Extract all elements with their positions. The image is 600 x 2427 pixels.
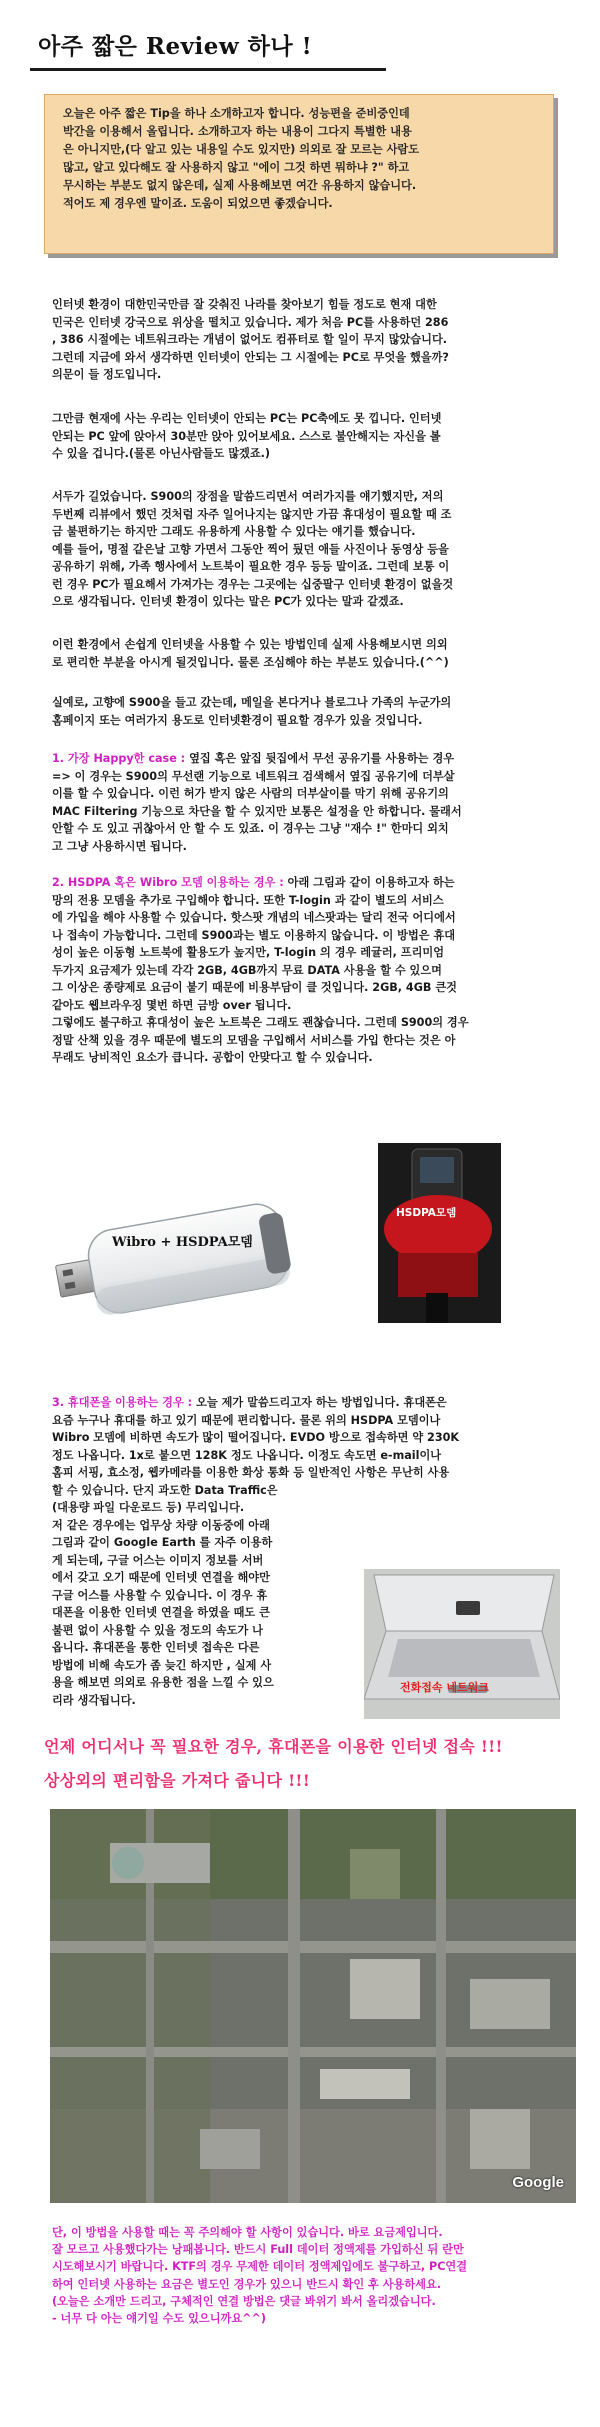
text-line: 성이 높은 이동형 노트북에 활용도가 높지만, T-login 의 경우 레귤러, 프리미엄 [52, 946, 445, 959]
text-line: (오늘은 소개만 드리고, 구체적인 연결 방법은 댓글 봐위기 봐서 올리겠습니다. [52, 2294, 436, 2308]
text-line: 그렇에도 불구하고 휴대성이 높은 노트북은 그래도 괜찮습니다. 그런데 S900의 경우 [52, 1016, 469, 1029]
paragraph-no-internet [52, 410, 558, 463]
modem-caption: HSDPA모뎀 [396, 1207, 457, 1219]
google-earth-aerial-image [50, 1809, 576, 2203]
intro-line: 박간을 이용해서 올립니다. 소개하고자 하는 내용이 그다지 특별한 내용 [63, 125, 412, 138]
text-line: 망의 전용 모뎀을 추가로 구입해야 합니다. 또한 T-login 과 같이 별도의 서비스 [52, 893, 444, 907]
intro-line: 많고, 알고 있다해도 잘 사용하지 않고 "에이 그것 하면 뭐하냐 ?" 하고 [63, 161, 410, 174]
intro-text [63, 105, 535, 213]
google-logo: Google [512, 2174, 564, 2191]
page-title: 아주 짧은 Review 하나 ! [38, 33, 313, 60]
text-line: 게 되는데, 구글 어스는 이미지 정보를 서버 [52, 1553, 264, 1567]
case-2-section [52, 874, 558, 1067]
text-line: 방법에 비해 속도가 좀 늦긴 하지만 , 실제 사 [52, 1658, 272, 1672]
text-line [52, 1394, 558, 1412]
case-2-heading: 2. HSDPA 혹은 Wibro 모뎀 이용하는 경우 : [52, 876, 284, 889]
title-underline [30, 68, 386, 71]
intro-line: 은 아니지만,(다 알고 있는 내용일 수도 있지만) 의외로 잘 모르는 사람도 [63, 143, 420, 156]
intro-line: 오늘은 아주 짧은 Tip을 하나 소개하고자 합니다. 성능편을 준비중인데 [63, 107, 410, 120]
text-line: 인터넷 환경이 대한민국만큼 잘 갖춰진 나라를 찾아보기 힘들 정도로 현재 대한 [52, 298, 437, 311]
footer-note [52, 2224, 564, 2327]
text-line: 두가지 요금제가 있는데 각각 2GB, 4GB까지 무료 DATA 사용을 할 수 있으며 [52, 963, 442, 977]
text-line: 단, 이 방법을 사용할 때는 꼭 주의해야 할 사항이 있습니다. 바로 요금제입니다. [52, 2226, 443, 2239]
laptop-caption: 전화접속 네트워크 [400, 1681, 489, 1694]
text-line: - 너무 다 아는 얘기일 수도 있으니까요^^) [52, 2312, 266, 2326]
text-line: 구글 어스를 사용할 수 있습니다. 이 경우 휴 [52, 1588, 268, 1602]
text-line: MAC Filtering 기능으로 차단을 할 수 있지만 보통은 설정을 안 하합니다. 물래서 [52, 804, 462, 818]
text-line: 수 있을 겁니다.(물론 아닌사람들도 많겠죠.) [52, 447, 271, 460]
text-line: 잘 모르고 사용했다가는 낭패봅니다. 반드시 Full 데이터 정액제를 가입하신 뒤 란만 [52, 2243, 464, 2257]
text-line: 하여 인터넷 사용하는 요금은 별도인 경우가 있으니 반드시 확인 후 사용하세요. [52, 2277, 442, 2291]
text-line: 두번째 리뷰에서 했던 것처럼 자주 일어나지는 않지만 가끔 휴대성이 필요할 때 조 [52, 507, 452, 521]
text-line: 고 그냥 사용하시면 됩니다. [52, 839, 187, 853]
text-line: 리라 생각됩니다. [52, 1693, 136, 1707]
intro-line: 적어도 제 경우엔 말이죠. 도움이 되었으면 좋겠습니다. [63, 197, 333, 210]
text-line: 런 경우 PC가 필요해서 가져가는 경우는 그곳에는 십중팔구 인터넷 환경이 없을것 [52, 577, 454, 591]
text-line: => 이 경우는 S900의 무선랜 기능으로 네트워크 검색해서 옆집 공유기에 더부살 [52, 769, 455, 783]
intro-line: 무시하는 부분도 없지 않은데, 실제 사용해보면 여간 유용하지 않습니다. [63, 179, 417, 192]
modem-device-illustration [378, 1143, 501, 1323]
text-line: 그만큼 현재에 사는 우리는 인터넷이 안되는 PC는 PC축에도 못 낍니다. 인터넷 [52, 412, 442, 425]
text-line: Wibro 모뎀에 비하면 속도가 많이 떨어집니다. EVDO 방으로 접속하면 약 230K [52, 1431, 460, 1444]
text-line: 안할 수 도 있고 귀찮아서 안 할 수 도 있죠. 이 경우는 그냥 "재수 !" 한마디 외치 [52, 822, 449, 835]
text-line: 요즘 누구나 휴대를 하고 있기 때문에 편리합니다. 물론 위의 HSDPA 모뎀이나 [52, 1413, 441, 1427]
text-line: 이를 할 수 있습니다. 이런 허가 받지 않은 사람의 더부살이를 막기 위해 공유기의 [52, 787, 449, 800]
case-3-wrapped-text [52, 1499, 352, 1709]
text-line: 옵니다. 휴대폰을 통한 인터넷 접속은 다른 [52, 1641, 260, 1654]
laptop-phone-photo [364, 1569, 560, 1719]
text-line: 금 불편하기는 하지만 그래도 유용하게 사용할 수 있다는 얘기를 했습니다. [52, 525, 416, 538]
case-3-section [52, 1394, 558, 1499]
text-line: 홈피 서핑, 효소정, 웹카메라를 이용한 화상 통화 등 일반적인 사항은 무난히 사용 [52, 1466, 450, 1479]
text-line: 예를 들어, 명절 같은날 고향 가면서 그동안 찍어 뒀던 애들 사진이나 동영상 등을 [52, 542, 449, 556]
case-3-first-line: 오늘 제가 말씀드리고자 하는 방법입니다. 휴대폰은 [192, 1396, 447, 1409]
text-line: 서두가 길었습니다. S900의 장점을 말씀드리면서 여러가지를 얘기했지만, 저의 [52, 490, 444, 503]
text-line [52, 874, 558, 892]
case-3-heading: 3. 휴대폰을 이용하는 경우 : [52, 1396, 193, 1409]
text-line: 무래도 낭비적인 요소가 큽니다. 공합이 안맞다고 할 수 있습니다. [52, 1051, 373, 1064]
aerial-map-illustration [50, 1809, 576, 2203]
text-line: , 386 시절에는 네트워크라는 개념이 없어도 컴퓨터로 할 일이 무지 많았습니다. [52, 333, 448, 346]
text-line: 정도 나옵니다. 1x로 붙으면 128K 정도 나옵니다. 이정도 속도면 e-mail이나 [52, 1448, 442, 1462]
text-line: 그림과 같이 Google Earth 를 자주 이용하 [52, 1536, 273, 1549]
text-line: 에 가입을 해야 사용할 수 있습니다. 핫스팟 개념의 네스팟과는 달리 전국 어디에서 [52, 911, 456, 924]
text-line: 시도해보시기 바랍니다. KTF의 경우 무제한 데이터 정액제입에도 불구하고, PC연결 [52, 2260, 468, 2274]
text-line: 에서 갖고 오기 때문에 인터넷 연결을 해야만 [52, 1571, 270, 1584]
text-line: 의문이 들 정도입니다. [52, 368, 162, 381]
hsdpa-modem-photo [378, 1143, 501, 1323]
case-1-heading: 1. 가장 Happy한 case : [52, 752, 186, 765]
paragraph-internet-korea [52, 296, 558, 384]
text-line: 로 편리한 부분을 아시게 될것입니다. 물론 조심해야 하는 부분도 있습니다.(^^) [52, 655, 449, 669]
text-line: 용을 해보면 의외로 유용한 점을 느낄 수 있으 [52, 1676, 274, 1689]
text-line: 불편 없이 사용할 수 있을 정도의 속도가 나 [52, 1623, 263, 1637]
paragraph-s900-mobility [52, 488, 558, 611]
text-line: 나 접속이 가능합니다. 그런데 S900과는 별도 이용하지 않습니다. 이 방법은 휴대 [52, 928, 456, 942]
text-line: 정말 산책 있을 경우 때문에 별도의 모뎀을 구입해서 서비스를 가입 한다는 것은 아 [52, 1033, 456, 1047]
text-line: (대용량 파일 다운로드 등) 무리입니다. [52, 1501, 245, 1514]
text-line: 으로 생각됩니다. 인터넷 환경이 있다는 말은 PC가 있다는 말과 같겠죠. [52, 595, 404, 608]
text-line: 이런 환경에서 손쉽게 인터넷을 사용할 수 있는 방법인데 실제 사용해보시면 의외 [52, 638, 448, 651]
dongle-caption: Wibro + HSDPA모뎀 [112, 1235, 253, 1250]
highlight-line-1: 언제 어디서나 꼭 필요한 경우, 휴대폰을 이용한 인터넷 접속 !!! [44, 1737, 503, 1756]
laptop-illustration [364, 1569, 560, 1719]
case-1-first-line: 옆집 혹은 앞집 뒷집에서 무선 공유기를 사용하는 경우 [185, 752, 455, 765]
case-2-first-line: 아래 그림과 같이 이용하고자 하는 [283, 876, 455, 889]
case-1-section [52, 750, 558, 855]
text-line: 할 수 있습니다. 단지 과도한 Data Traffic은 [52, 1483, 278, 1497]
text-line [52, 750, 558, 768]
paragraph-method-intro [52, 636, 558, 671]
text-line: 공유하기 위해, 가족 행사에서 노트북이 필요한 경우 등등 말이죠. 그런데 보통 이 [52, 560, 450, 573]
text-line: 실예로, 고향에 S900을 들고 갔는데, 메일을 본다거나 블로그나 가족의 누군가의 [52, 696, 452, 709]
text-line: 저 같은 경우에는 업무상 차량 이동중에 아래 [52, 1518, 270, 1532]
highlight-line-2: 상상외의 편리함을 가져다 줍니다 !!! [44, 1771, 311, 1790]
text-line: 그런데 지금에 와서 생각하면 인터넷이 안되는 그 시절에는 PC로 무엇을 했을까? [52, 350, 449, 364]
text-line: 안되는 PC 앞에 앉아서 30분만 앉아 있어보세요. 스스로 불안해지는 자신을 볼 [52, 429, 441, 443]
intro-box [44, 94, 554, 254]
text-line: 그 이상은 종량제로 요금이 붙기 때문에 비용부담이 클 것입니다. 2GB, 4GB 큰것 [52, 981, 457, 994]
text-line: 홈페이지 또는 여러가지 용도로 인터넷환경이 필요할 경우가 있을 것입니다. [52, 713, 423, 727]
text-line: 대폰을 이용한 인터넷 연결을 하였을 때도 큰 [52, 1606, 270, 1619]
paragraph-example [52, 694, 558, 729]
wibro-hsdpa-modem-image [50, 1178, 308, 1340]
text-line: 민국은 인터넷 강국으로 위상을 떨치고 있습니다. 제가 처음 PC를 사용하던 286 [52, 315, 449, 329]
text-line: 같아도 웹브라우징 몇번 하면 금방 over 됩니다. [52, 998, 292, 1012]
